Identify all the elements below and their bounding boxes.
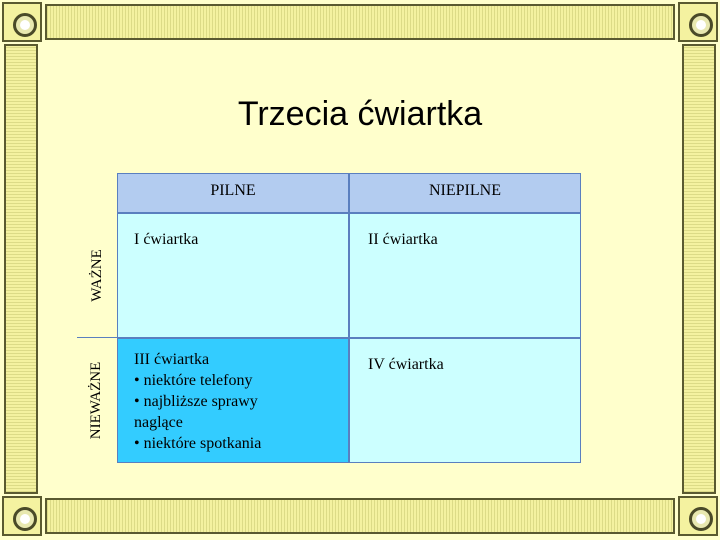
row-header-wazne-label: WAŻNE [88,248,105,302]
corner-ring-icon [678,2,718,42]
quadrant-2-title: II ćwiartka [368,231,438,248]
quadrant-4 [349,338,581,463]
quadrant-2 [349,213,581,338]
corner-ring-icon [678,496,718,536]
quadrant-1 [117,213,349,338]
quadrant-1-title: I ćwiartka [134,231,199,248]
frame-top-border [45,4,675,40]
row-header-niewazne [77,338,117,463]
row-header-niewazne-label: NIEWAŻNE [88,361,105,440]
corner-ring-icon [2,2,42,42]
column-header-niepilne: NIEPILNE [349,173,581,213]
quadrant-3 [117,338,349,463]
row-header-wazne [77,213,117,338]
slide-title: Trzecia ćwiartka [237,95,483,133]
corner-ring-icon [2,496,42,536]
column-header-pilne: PILNE [117,173,349,213]
quadrant-3-item: • najbliższe sprawy [134,393,258,410]
frame-bottom-border [45,498,675,534]
quadrant-3-item: naglące [134,414,183,431]
quadrant-3-title: III ćwiartka [134,351,210,368]
quadrant-3-item: • niektóre spotkania [134,435,262,452]
quadrant-3-item: • niektóre telefony [134,372,253,389]
quadrant-4-title: IV ćwiartka [368,356,444,373]
